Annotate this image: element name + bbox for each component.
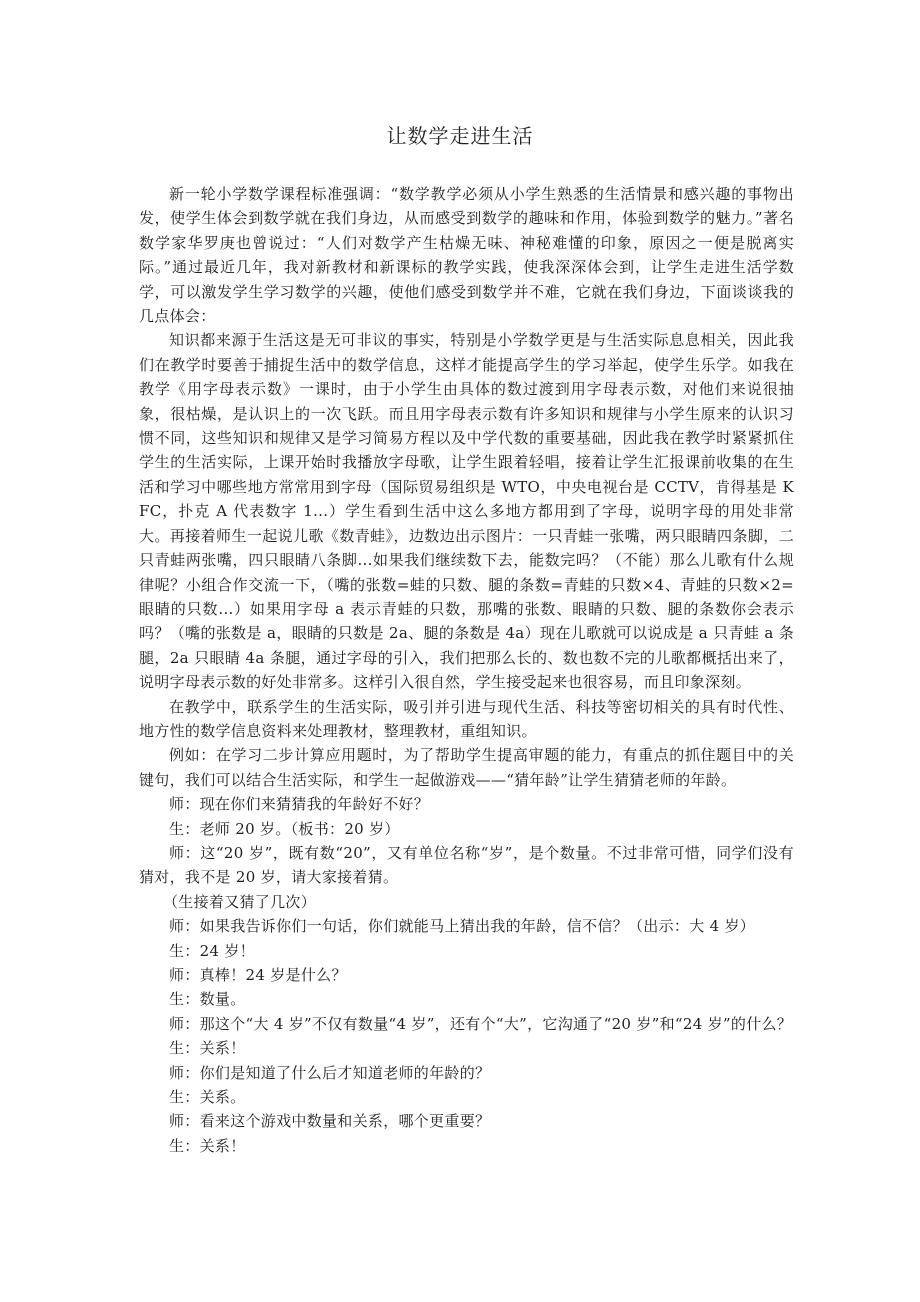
document-title: 让数学走进生活: [386, 124, 534, 148]
paragraph: 新一轮小学数学课程标准强调：“数学教学必须从小学生熟悉的生活情景和感兴趣的事物出发，使学生体会到数学就在我们身边，从而感受到数学的趣味和作用，体验到数学的魅力。”著名数学家华罗庚也曾说过：“人们对数学产生枯燥无味、神秘难懂的印象，原因之一便是脱离实际。”通过最近几年，我对新教材和新课标的教学实践，使我深深体会到，让学生走进生活学数学，可以激发学生学习数学的兴趣，使他们感受到数学并不难，它就在我们身边，下面谈谈我的几点体会：: [139, 185, 794, 326]
dialogue-line: 生：关系。: [169, 1088, 246, 1107]
document-body: [139, 182, 794, 1158]
dialogue-line: 师：现在你们来猜猜我的年龄好不好？: [169, 795, 430, 814]
dialogue-line: 师：真棒！24 岁是什么？: [169, 966, 347, 984]
dialogue-line: 师：这“20 岁”，既有数“20”，又有单位名称“岁”，是个数量。不过非常可惜，同学们没有猜对，我不是 20 岁，请大家接着猜。: [139, 843, 794, 887]
dialogue-line: 生：数量。: [169, 990, 246, 1009]
dialogue-line: 师：如果我告诉你们一句话，你们就能马上猜出我的年龄，信不信？（出示：大 4 岁）: [169, 917, 756, 936]
dialogue-line: （生接着又猜了几次）: [163, 892, 317, 911]
paragraph: 例如：在学习二步计算应用题时，为了帮助学生提高审题的能力，有重点的抓住题目中的关键句，我们可以结合生活实际，和学生一起做游戏——“猜年龄”让学生猜猜老师的年龄。: [139, 746, 794, 789]
dialogue-line: 生：24 岁！: [169, 941, 255, 960]
dialogue-line: 生：老师 20 岁。（板书：20 岁）: [169, 819, 400, 838]
paragraph: 知识都来源于生活这是无可非议的事实，特别是小学数学更是与生活实际息息相关，因此我们在教学时要善于捕捉生活中的数学信息，这样才能提高学生的学习举起，使学生乐学。如我在教学《用字母表示数》一课时，由于小学生由具体的数过渡到用字母表示数，对他们来说很抽象，很枯燥，是认识上的一次飞跃。而且用字母表示数有许多知识和规律与小学生原来的认识习惯不同，这些知识和规律又是学习简易方程以及中学代数的重要基础，因此我在教学时紧紧抓住学生的生活实际，上课开始时我播放字母歌，让学生跟着轻唱，接着让学生汇报课前收集的在生活和学习中哪些地方常常用到字母（国际贸易组织是 WTO，中央电视台是 CCTV，肯得基是 KFC，扑克 A 代表数字 1...）学生看到生活中这么多地方都用到了字母，说明字母的用处非常大。再接着师生一起说儿歌《数青蛙》，边数边出示图片：一只青蛙一张嘴，两只眼睛四条脚，二只青蛙两张嘴，四只眼睛八条脚...如果我们继续数下去，能数完吗？（不能）那么儿歌有什么规律呢？小组合作交流一下，（嘴的张数=蛙的只数、腿的条数=青蛙的只数×4、青蛙的只数×2=眼睛的只数...）如果用字母 a 表示青蛙的只数，那嘴的张数、眼睛的只数、腿的条数你会表示吗？（嘴的张数是 a，眼睛的只数是 2a、腿的条数是 4a）现在儿歌就可以说成是 a 只青蛙 a 条腿，2a 只眼睛 4a 条腿，通过字母的引入，我们把那么长的、数也数不完的儿歌都概括出来了，说明字母表示数的好处非常多。这样引入很自然，学生接受起来也很容易，而且印象深刻。: [139, 331, 794, 692]
dialogue-line: 生：关系！: [169, 1039, 246, 1058]
dialogue-line: 生：关系！: [169, 1136, 246, 1155]
paragraph: 在教学中，联系学生的生活实际，吸引并引进与现代生活、科技等密切相关的具有时代性、地方性的数学信息资料来处理教材，整理教材，重组知识。: [139, 697, 794, 740]
dialogue-line: 师：那这个“大 4 岁”不仅有数量“4 岁”，还有个“大”，它沟通了“20 岁”和“24 岁”的什么？: [169, 1014, 793, 1033]
dialogue-line: 师：你们是知道了什么后才知道老师的年龄的？: [169, 1063, 491, 1082]
dialogue-line: 师：看来这个游戏中数量和关系，哪个更重要？: [169, 1112, 491, 1131]
